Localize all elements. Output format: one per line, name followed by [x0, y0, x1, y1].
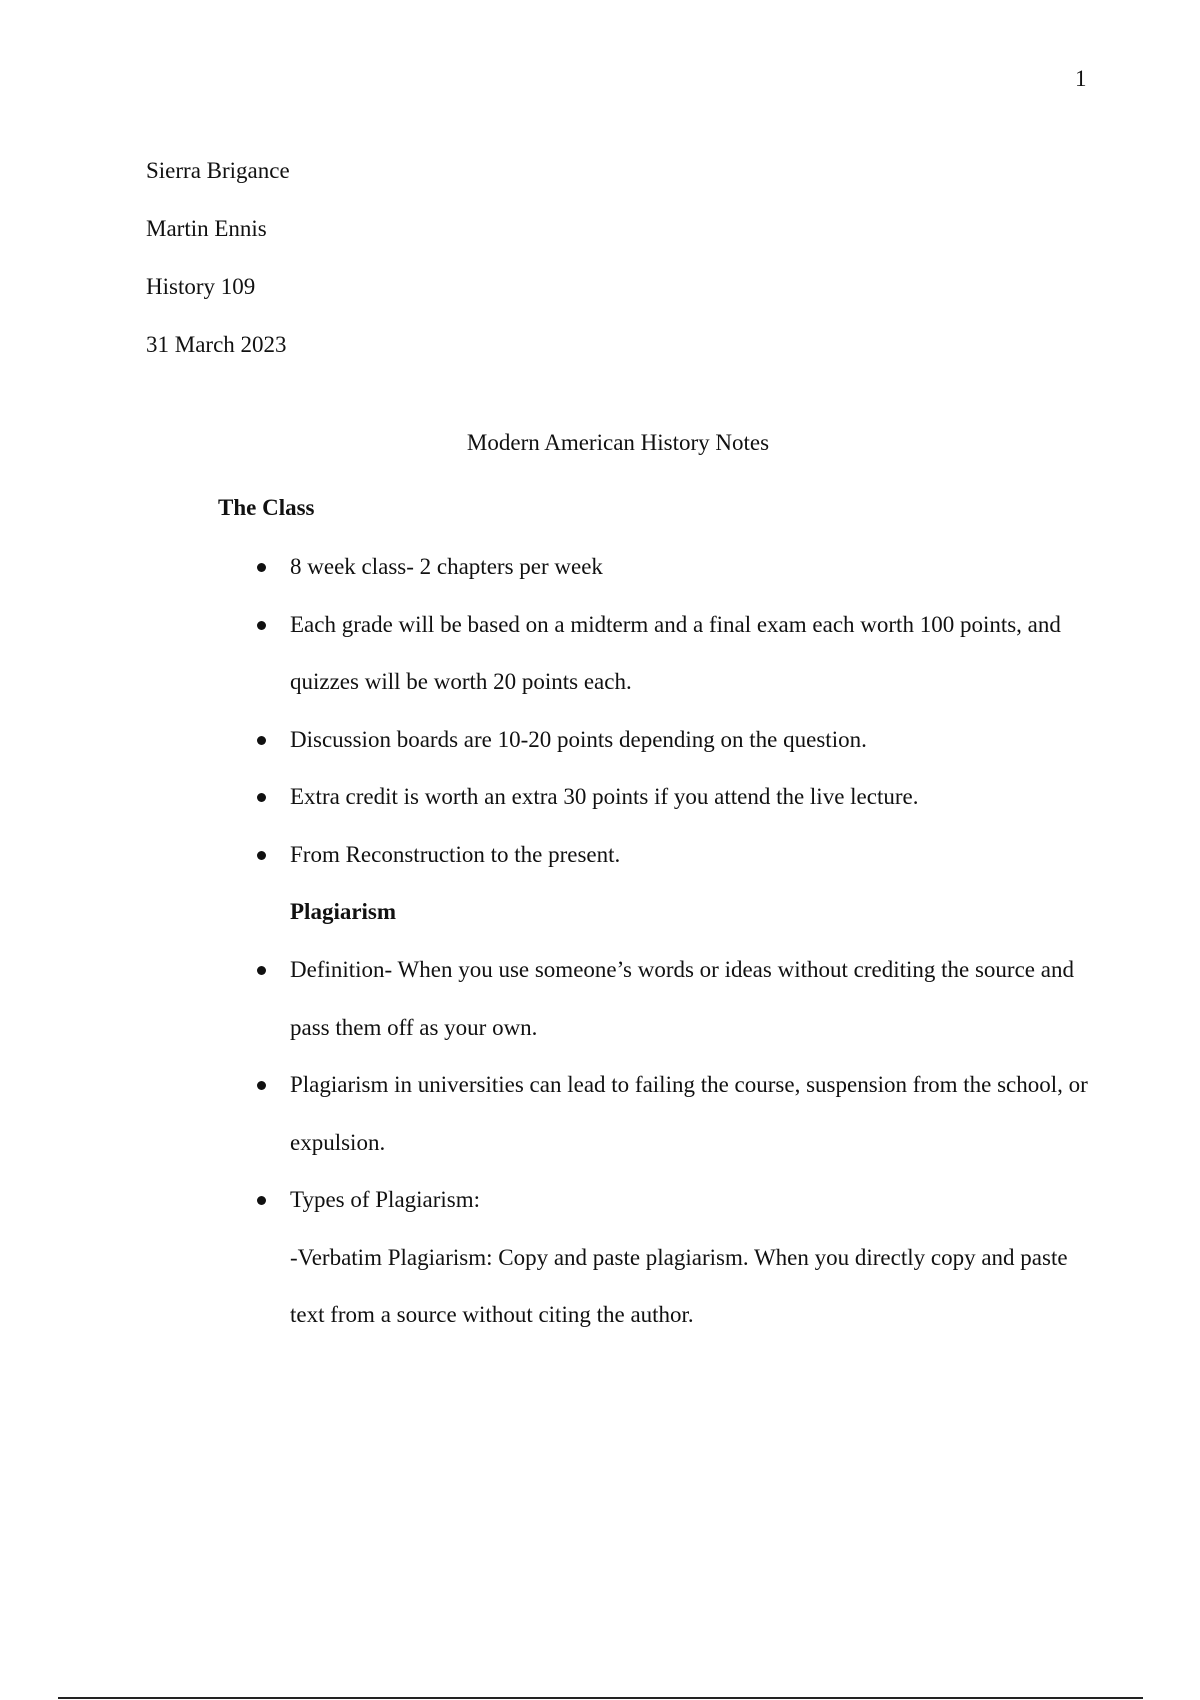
class-notes-list: [0, 538, 1200, 883]
bullet-icon: [257, 1196, 266, 1205]
student-name: Sierra Brigance: [146, 158, 290, 183]
list-item: [0, 941, 1090, 1056]
list-item-text: Each grade will be based on a midterm and a final exam each worth 100 points, and quizzes will be worth 20 points each.: [290, 611, 1061, 694]
document-title: Modern American History Notes: [466, 430, 770, 455]
list-item: [0, 596, 1090, 711]
instructor-name: Martin Ennis: [146, 216, 267, 241]
list-item: [0, 711, 1090, 769]
bullet-icon: [257, 563, 266, 572]
list-item-text: Types of Plagiarism:: [290, 1187, 481, 1212]
bullet-icon: [257, 793, 266, 802]
list-item-text: 8 week class- 2 chapters per week: [290, 554, 603, 579]
list-item: [0, 1171, 1090, 1344]
bullet-icon: [257, 851, 266, 860]
section-heading-the-class: The Class: [218, 495, 315, 520]
list-item-text: Discussion boards are 10-20 points depending on the question.: [290, 726, 867, 752]
section-heading-plagiarism: Plagiarism: [290, 899, 397, 924]
bullet-icon: [257, 966, 266, 975]
list-item: [0, 538, 1090, 596]
page-number: 1: [1075, 66, 1087, 91]
list-item: [0, 826, 1090, 884]
list-item-text: From Reconstruction to the present.: [290, 841, 621, 867]
list-item-text: Plagiarism in universities can lead to failing the course, suspension from the school, or expulsion.: [290, 1072, 1088, 1155]
plagiarism-notes-list: [0, 941, 1200, 1344]
bullet-icon: [257, 736, 266, 745]
list-item: [0, 768, 1090, 826]
list-item-text: Extra credit is worth an extra 30 points if you attend the live lecture.: [290, 784, 919, 809]
page-bottom-rule: [58, 1697, 1143, 1699]
document-date: 31 March 2023: [146, 332, 287, 357]
mla-header: [146, 142, 290, 374]
list-item: [0, 1056, 1090, 1171]
course-name: History 109: [146, 274, 256, 299]
bullet-icon: [257, 1081, 266, 1090]
plagiarism-type-detail: -Verbatim Plagiarism: Copy and paste plagiarism. When you directly copy and paste text from a source without citing the author.: [290, 1244, 1068, 1327]
bullet-icon: [257, 621, 266, 630]
list-item-text: Definition- When you use someone’s words or ideas without crediting the source and pass them off as your own.: [290, 957, 1074, 1040]
